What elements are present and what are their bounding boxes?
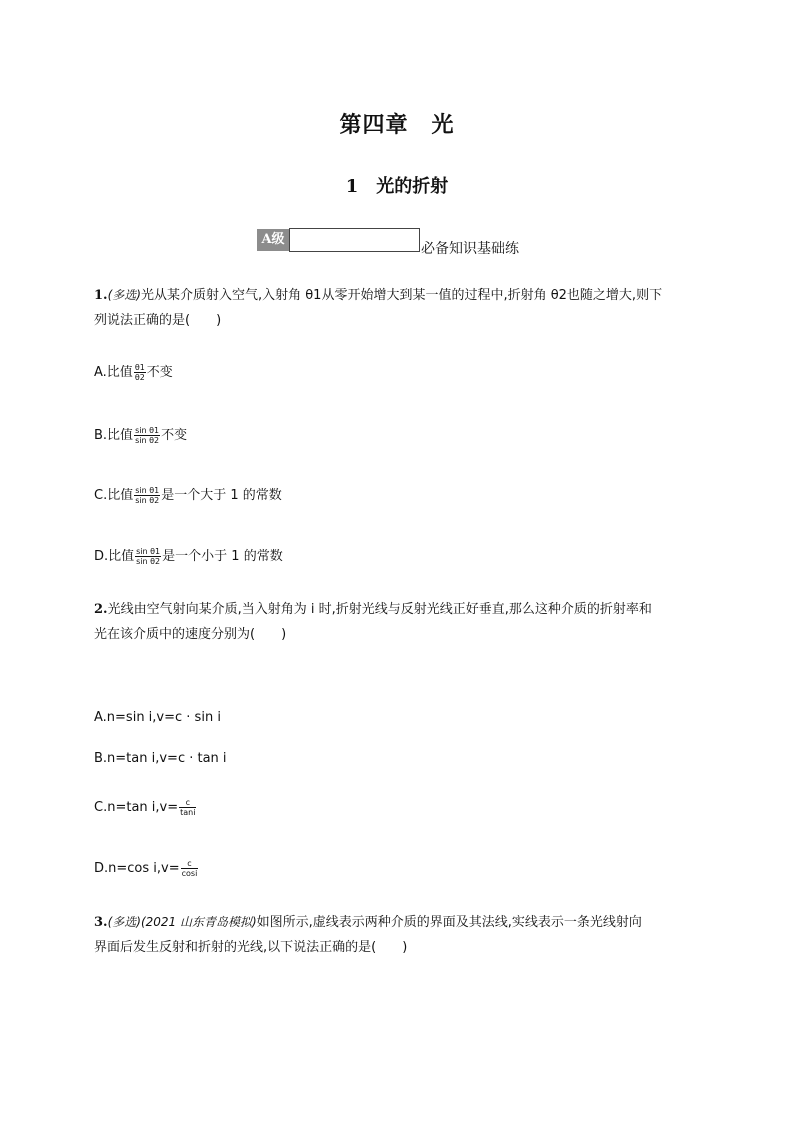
- fraction: [134, 363, 146, 382]
- fraction: [181, 859, 199, 878]
- question-number: 3.: [94, 915, 108, 930]
- fraction-numerator: sin θ1: [135, 486, 160, 495]
- option-prefix: A.比值: [94, 365, 133, 380]
- option-prefix: C.比值: [94, 488, 134, 503]
- question-stem-line: 界面后发生反射和折射的光线,以下说法正确的是( ): [94, 940, 408, 955]
- fraction-denominator: tani: [180, 808, 196, 817]
- section-title: [0, 172, 794, 198]
- question-stem-line: 如图所示,虚线表示两种介质的界面及其法线,实线表示一条光线射向: [256, 915, 642, 930]
- question-number: 2.: [94, 602, 108, 617]
- chapter-title: 第四章 光: [339, 112, 455, 138]
- level-label: 必备知识基础练: [421, 241, 519, 257]
- option-suffix: 是一个小于 1 的常数: [162, 549, 283, 564]
- question-number: 1.: [94, 288, 108, 303]
- option-prefix: D.n=cos i,v=: [94, 861, 180, 876]
- option-prefix: C.n=tan i,v=: [94, 800, 179, 815]
- fraction: [179, 798, 196, 817]
- level-badge: A级: [257, 229, 289, 251]
- question-stem-line: 列说法正确的是( ): [94, 313, 222, 328]
- question-tag: (多选): [107, 288, 141, 302]
- fraction-denominator: cosi: [181, 869, 198, 878]
- question-2-stem: [94, 597, 652, 647]
- section-name: 光的折射: [376, 176, 449, 197]
- fraction-denominator: sin θ2: [135, 436, 160, 445]
- q2-option-a: A.n=sin i,v=c · sin i: [94, 710, 221, 725]
- fraction: [134, 486, 160, 505]
- level-name-box: [289, 228, 420, 252]
- question-source: (2021 山东青岛模拟): [140, 915, 257, 929]
- fraction-denominator: θ2: [134, 373, 145, 382]
- question-stem-line: 光线由空气射向某介质,当入射角为 i 时,折射光线与反射光线正好垂直,那么这种介质的折射率和: [107, 602, 652, 617]
- fraction-denominator: sin θ2: [136, 557, 161, 566]
- q1-option-a: [94, 361, 173, 382]
- q1-option-b: [94, 424, 187, 445]
- section-number: 1: [345, 176, 359, 197]
- fraction-denominator: sin θ2: [135, 496, 160, 505]
- q1-option-c: [94, 484, 282, 505]
- q2-option-b: B.n=tan i,v=c · tan i: [94, 751, 227, 766]
- fraction: [134, 426, 160, 445]
- fraction: [135, 547, 161, 566]
- question-1-stem: [94, 283, 662, 333]
- question-tag: (多选): [107, 915, 141, 929]
- fraction-numerator: sin θ1: [136, 547, 161, 556]
- question-stem-line: 光在该介质中的速度分别为( ): [94, 627, 287, 642]
- option-prefix: D.比值: [94, 549, 135, 564]
- option-prefix: B.比值: [94, 428, 134, 443]
- option-suffix: 不变: [161, 428, 188, 443]
- fraction-numerator: sin θ1: [135, 426, 160, 435]
- q2-option-c: [94, 798, 197, 817]
- option-suffix: 不变: [146, 365, 173, 380]
- option-suffix: 是一个大于 1 的常数: [161, 488, 282, 503]
- question-3-stem: [94, 910, 642, 960]
- fraction-numerator: c: [181, 859, 199, 869]
- question-stem-line: 光从某介质射入空气,入射角 θ1从零开始增大到某一值的过程中,折射角 θ2也随之增大,则下: [140, 288, 663, 303]
- fraction-numerator: θ1: [134, 363, 145, 372]
- fraction-numerator: c: [179, 798, 196, 808]
- q2-option-d: [94, 859, 199, 878]
- q1-option-d: [94, 545, 283, 566]
